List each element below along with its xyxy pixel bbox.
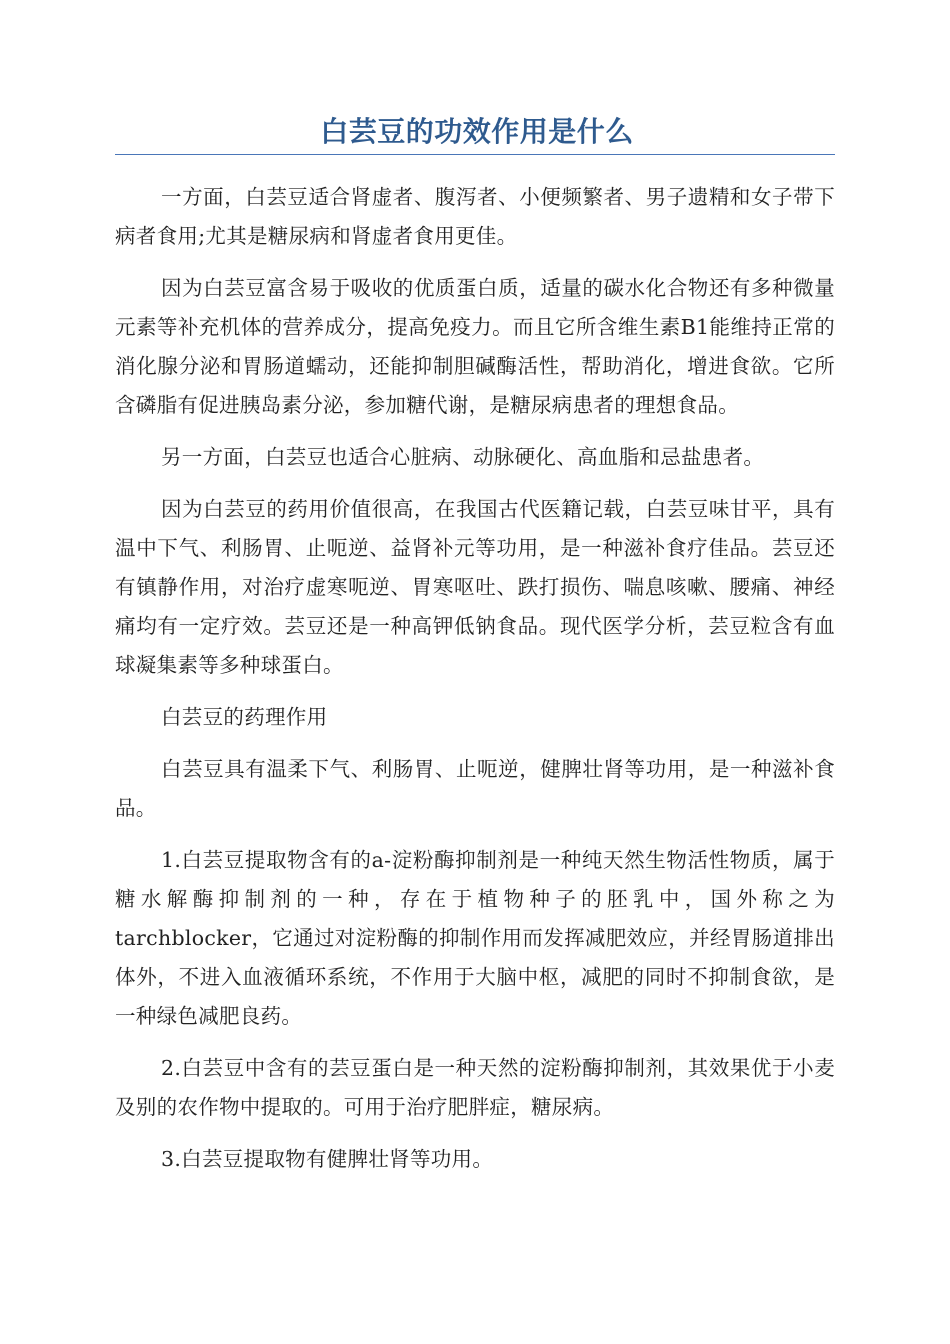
section-heading-pharmacology: 白芸豆的药理作用	[161, 705, 328, 729]
document-title: 白芸豆的功效作用是什么	[320, 115, 634, 148]
list-item-1: 1.白芸豆提取物含有的a-淀粉酶抑制剂是一种纯天然生物活性物质，属于糖水解酶抑制剂的一种，存在于植物种子的胚乳中，国外称之为tarchblocker，它通过对淀粉酶的抑制作用而发挥减肥效应，并经胃肠道排出体外，不进入血液循环系统，不作用于大脑中枢，减肥的同时不抑制食欲，是一种绿色减肥良药。	[115, 848, 835, 1028]
paragraph-nutrition: 因为白芸豆富含易于吸收的优质蛋白质，适量的碳水化合物还有多种微量元素等补充机体的营养成分，提高免疫力。而且它所含维生素B1能维持正常的消化腺分泌和胃肠道蠕动，还能抑制胆碱酶活性，帮助消化，增进食欲。它所含磷脂有促进胰岛素分泌，参加糖代谢，是糖尿病患者的理想食品。	[115, 276, 835, 417]
paragraph-heart-disease: 另一方面，白芸豆也适合心脏病、动脉硬化、高血脂和忌盐患者。	[161, 445, 765, 469]
title-underline	[115, 154, 835, 155]
list-item-3: 3.白芸豆提取物有健脾壮肾等功用。	[161, 1147, 494, 1171]
paragraph-tonic: 白芸豆具有温柔下气、利肠胃、止呃逆，健脾壮肾等功用，是一种滋补食品。	[115, 757, 835, 820]
document-page	[115, 112, 835, 1192]
list-item-2: 2.白芸豆中含有的芸豆蛋白是一种天然的淀粉酶抑制剂，其效果优于小麦及别的农作物中提取的。可用于治疗肥胖症，糖尿病。	[115, 1056, 835, 1119]
paragraph-kidney-deficiency: 一方面，白芸豆适合肾虚者、腹泻者、小便频繁者、男子遗精和女子带下病者食用;尤其是糖尿病和肾虚者食用更佳。	[115, 185, 835, 248]
document-body	[115, 178, 835, 1179]
paragraph-medicinal-value: 因为白芸豆的药用价值很高，在我国古代医籍记载，白芸豆味甘平，具有温中下气、利肠胃、止呃逆、益肾补元等功用，是一种滋补食疗佳品。芸豆还有镇静作用，对治疗虚寒呃逆、胃寒呕吐、跌打损伤、喘息咳嗽、腰痛、神经痛均有一定疗效。芸豆还是一种高钾低钠食品。现代医学分析，芸豆粒含有血球凝集素等多种球蛋白。	[115, 497, 835, 677]
